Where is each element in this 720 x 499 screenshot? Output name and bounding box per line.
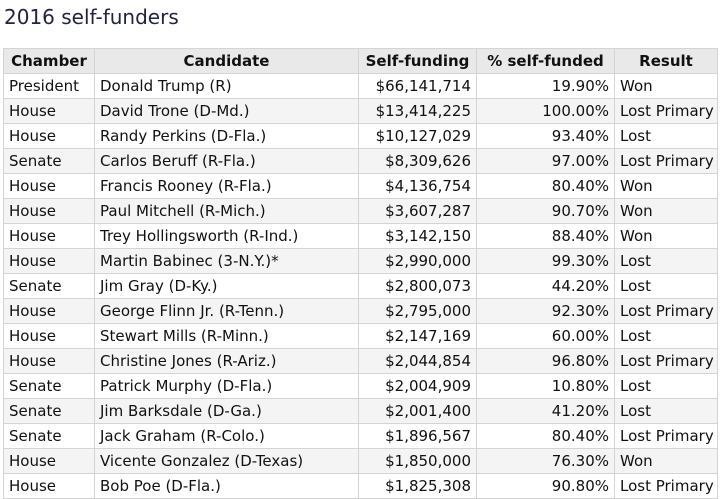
cell-percent-self-funded: 60.00% — [477, 324, 615, 349]
cell-candidate: Jack Graham (R-Colo.) — [95, 424, 359, 449]
cell-percent-self-funded: 80.40% — [477, 424, 615, 449]
cell-percent-self-funded: 99.30% — [477, 249, 615, 274]
cell-chamber: Senate — [4, 399, 95, 424]
table-row — [4, 399, 718, 424]
table-row — [4, 274, 718, 299]
page-title: 2016 self-funders — [4, 5, 179, 29]
cell-percent-self-funded: 90.70% — [477, 199, 615, 224]
cell-self-funding: $2,990,000 — [359, 249, 477, 274]
cell-self-funding: $1,896,567 — [359, 424, 477, 449]
cell-self-funding: $10,127,029 — [359, 124, 477, 149]
cell-result: Lost Primary — [615, 349, 718, 374]
table-row — [4, 99, 718, 124]
cell-candidate: Jim Gray (D-Ky.) — [95, 274, 359, 299]
cell-chamber: House — [4, 349, 95, 374]
cell-self-funding: $3,142,150 — [359, 224, 477, 249]
self-funders-table — [3, 48, 718, 499]
cell-chamber: House — [4, 474, 95, 499]
table-row — [4, 449, 718, 474]
cell-result: Lost — [615, 274, 718, 299]
cell-candidate: Christine Jones (R-Ariz.) — [95, 349, 359, 374]
column-header-percent-self-funded[interactable]: % self-funded — [477, 49, 615, 74]
cell-percent-self-funded: 44.20% — [477, 274, 615, 299]
table-row — [4, 324, 718, 349]
column-header-chamber[interactable]: Chamber — [4, 49, 95, 74]
cell-chamber: House — [4, 99, 95, 124]
cell-percent-self-funded: 80.40% — [477, 174, 615, 199]
cell-result: Lost — [615, 374, 718, 399]
cell-chamber: Senate — [4, 374, 95, 399]
table-row — [4, 249, 718, 274]
cell-self-funding: $4,136,754 — [359, 174, 477, 199]
table-row — [4, 124, 718, 149]
cell-percent-self-funded: 93.40% — [477, 124, 615, 149]
cell-percent-self-funded: 90.80% — [477, 474, 615, 499]
cell-result: Lost — [615, 324, 718, 349]
cell-result: Won — [615, 199, 718, 224]
cell-chamber: House — [4, 449, 95, 474]
cell-result: Won — [615, 174, 718, 199]
table-row — [4, 299, 718, 324]
cell-result: Lost Primary — [615, 99, 718, 124]
cell-candidate: Francis Rooney (R-Fla.) — [95, 174, 359, 199]
cell-self-funding: $3,607,287 — [359, 199, 477, 224]
cell-chamber: House — [4, 324, 95, 349]
cell-self-funding: $2,001,400 — [359, 399, 477, 424]
cell-chamber: House — [4, 174, 95, 199]
cell-self-funding: $1,825,308 — [359, 474, 477, 499]
cell-self-funding: $66,141,714 — [359, 74, 477, 99]
cell-candidate: Donald Trump (R) — [95, 74, 359, 99]
cell-chamber: Senate — [4, 424, 95, 449]
cell-result: Lost Primary — [615, 149, 718, 174]
cell-result: Won — [615, 74, 718, 99]
table-body — [4, 74, 718, 499]
cell-self-funding: $8,309,626 — [359, 149, 477, 174]
cell-chamber: House — [4, 199, 95, 224]
cell-result: Lost Primary — [615, 424, 718, 449]
cell-candidate: Vicente Gonzalez (D-Texas) — [95, 449, 359, 474]
cell-candidate: George Flinn Jr. (R-Tenn.) — [95, 299, 359, 324]
cell-candidate: Stewart Mills (R-Minn.) — [95, 324, 359, 349]
cell-percent-self-funded: 76.30% — [477, 449, 615, 474]
table-row — [4, 199, 718, 224]
cell-candidate: Jim Barksdale (D-Ga.) — [95, 399, 359, 424]
column-header-result[interactable]: Result — [615, 49, 718, 74]
table-row — [4, 424, 718, 449]
cell-candidate: Martin Babinec (3-N.Y.)* — [95, 249, 359, 274]
cell-percent-self-funded: 92.30% — [477, 299, 615, 324]
table-row — [4, 224, 718, 249]
column-header-self-funding[interactable]: Self-funding — [359, 49, 477, 74]
table-header — [4, 49, 718, 74]
cell-self-funding: $2,147,169 — [359, 324, 477, 349]
cell-candidate: David Trone (D-Md.) — [95, 99, 359, 124]
cell-chamber: House — [4, 124, 95, 149]
cell-percent-self-funded: 10.80% — [477, 374, 615, 399]
cell-candidate: Bob Poe (D-Fla.) — [95, 474, 359, 499]
table-row — [4, 474, 718, 499]
table-row — [4, 374, 718, 399]
cell-percent-self-funded: 19.90% — [477, 74, 615, 99]
cell-chamber: House — [4, 299, 95, 324]
cell-chamber: House — [4, 249, 95, 274]
cell-chamber: Senate — [4, 149, 95, 174]
cell-self-funding: $1,850,000 — [359, 449, 477, 474]
cell-result: Won — [615, 449, 718, 474]
cell-self-funding: $2,004,909 — [359, 374, 477, 399]
cell-candidate: Carlos Beruff (R-Fla.) — [95, 149, 359, 174]
cell-percent-self-funded: 100.00% — [477, 99, 615, 124]
cell-result: Lost — [615, 124, 718, 149]
cell-result: Lost — [615, 399, 718, 424]
cell-percent-self-funded: 41.20% — [477, 399, 615, 424]
cell-self-funding: $13,414,225 — [359, 99, 477, 124]
table-row — [4, 74, 718, 99]
cell-chamber: House — [4, 224, 95, 249]
column-header-candidate[interactable]: Candidate — [95, 49, 359, 74]
cell-percent-self-funded: 97.00% — [477, 149, 615, 174]
table-row — [4, 174, 718, 199]
cell-result: Lost Primary — [615, 474, 718, 499]
table-row — [4, 349, 718, 374]
cell-percent-self-funded: 88.40% — [477, 224, 615, 249]
cell-candidate: Randy Perkins (D-Fla.) — [95, 124, 359, 149]
cell-result: Lost — [615, 249, 718, 274]
table-row — [4, 149, 718, 174]
cell-result: Won — [615, 224, 718, 249]
cell-chamber: Senate — [4, 274, 95, 299]
cell-percent-self-funded: 96.80% — [477, 349, 615, 374]
header-row — [4, 49, 718, 74]
cell-candidate: Paul Mitchell (R-Mich.) — [95, 199, 359, 224]
cell-chamber: President — [4, 74, 95, 99]
cell-candidate: Trey Hollingsworth (R-Ind.) — [95, 224, 359, 249]
cell-candidate: Patrick Murphy (D-Fla.) — [95, 374, 359, 399]
cell-self-funding: $2,044,854 — [359, 349, 477, 374]
cell-result: Lost Primary — [615, 299, 718, 324]
cell-self-funding: $2,800,073 — [359, 274, 477, 299]
cell-self-funding: $2,795,000 — [359, 299, 477, 324]
